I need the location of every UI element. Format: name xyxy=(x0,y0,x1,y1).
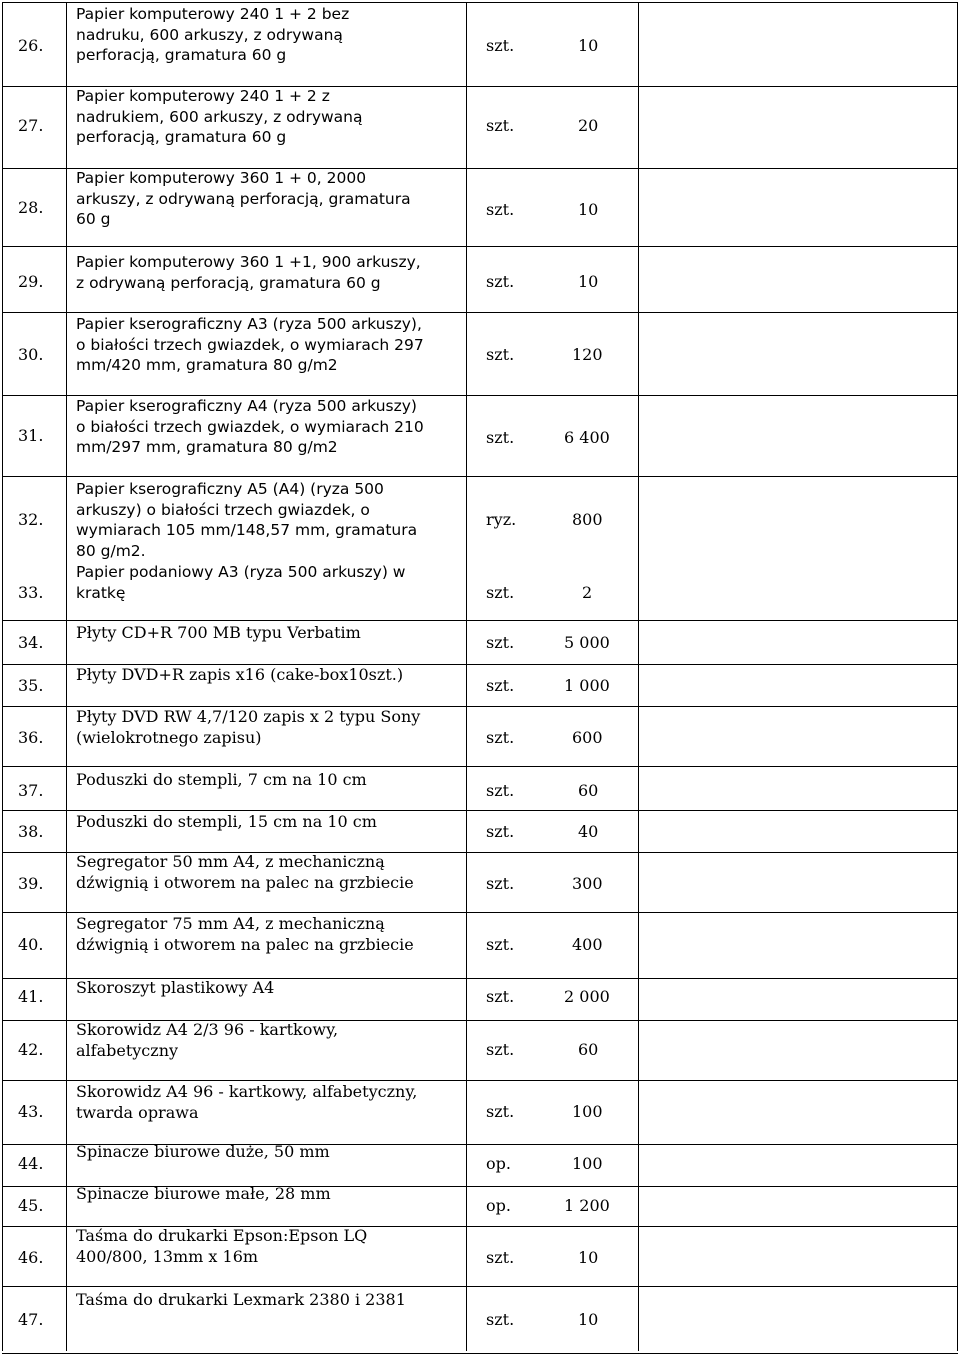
item-quantity: 100 xyxy=(572,1154,603,1173)
item-quantity: 100 xyxy=(572,1102,603,1121)
description-line: Spinacze biurowe małe, 28 mm xyxy=(76,1184,331,1203)
item-description xyxy=(76,1142,476,1163)
description-line: mm/420 mm, gramatura 80 g/m2 xyxy=(76,356,338,374)
item-unit: szt. xyxy=(486,116,515,135)
description-line: 400/800, 13mm x 16m xyxy=(76,1246,259,1266)
item-description xyxy=(76,1184,476,1205)
description-line: Papier kserograficzny A5 (A4) (ryza 500 xyxy=(76,480,384,498)
item-unit: szt. xyxy=(486,272,515,291)
item-unit: szt. xyxy=(486,345,515,364)
item-quantity: 60 xyxy=(578,781,599,800)
description-line: Poduszki do stempli, 7 cm na 10 cm xyxy=(76,770,367,789)
item-number: 41. xyxy=(18,987,44,1006)
item-unit: op. xyxy=(486,1196,511,1215)
description-line: 60 g xyxy=(76,210,111,228)
item-quantity: 300 xyxy=(572,874,603,893)
item-number: 38. xyxy=(18,822,44,841)
item-quantity: 40 xyxy=(578,822,599,841)
item-unit: szt. xyxy=(486,1102,515,1121)
item-number: 42. xyxy=(18,1040,44,1059)
item-quantity: 600 xyxy=(572,728,603,747)
item-unit: op. xyxy=(486,1154,511,1173)
item-number: 33. xyxy=(18,583,44,602)
description-line: Taśma do drukarki Lexmark 2380 i 2381 xyxy=(76,1290,406,1309)
description-line: Płyty DVD RW 4,7/120 zapis x 2 typu Sony xyxy=(76,707,421,726)
item-description xyxy=(76,978,476,999)
column-divider xyxy=(2,2,3,1351)
item-number: 44. xyxy=(18,1154,44,1173)
item-quantity: 20 xyxy=(578,116,599,135)
description-line: Skoroszyt plastikowy A4 xyxy=(76,978,275,997)
description-line: perforacją, gramatura 60 g xyxy=(76,46,287,64)
description-line: Papier komputerowy 360 1 + 0, 2000 xyxy=(76,169,367,187)
row-divider xyxy=(2,1286,958,1287)
description-line: alfabetyczny xyxy=(76,1040,179,1060)
item-quantity: 2 000 xyxy=(564,987,610,1006)
item-unit: szt. xyxy=(486,1248,515,1267)
description-line: arkuszy, z odrywaną perforacją, gramatura xyxy=(76,189,411,208)
item-quantity: 10 xyxy=(578,36,599,55)
item-number: 36. xyxy=(18,728,44,747)
item-description xyxy=(76,665,476,686)
item-description xyxy=(76,479,476,561)
item-number: 29. xyxy=(18,272,44,291)
item-description xyxy=(76,770,476,791)
item-number: 31. xyxy=(18,426,44,445)
column-divider xyxy=(638,2,639,1351)
item-unit: szt. xyxy=(486,935,515,954)
item-unit: szt. xyxy=(486,633,515,652)
item-unit: szt. xyxy=(486,874,515,893)
description-line: arkuszy) o białości trzech gwiazdek, o xyxy=(76,500,370,519)
item-description xyxy=(76,707,476,748)
description-line: kratkę xyxy=(76,583,126,602)
description-line: Segregator 50 mm A4, z mechaniczną xyxy=(76,852,385,871)
item-number: 28. xyxy=(18,198,44,217)
row-divider xyxy=(2,2,958,3)
description-line: Papier komputerowy 360 1 +1, 900 arkuszy, xyxy=(76,253,421,271)
description-line: twarda oprawa xyxy=(76,1102,199,1122)
item-description xyxy=(76,86,476,148)
column-divider xyxy=(957,2,958,1351)
description-line: 80 g/m2. xyxy=(76,541,146,560)
item-description xyxy=(76,1226,476,1267)
item-unit: szt. xyxy=(486,36,515,55)
description-line: nadrukiem, 600 arkuszy, z odrywaną xyxy=(76,107,363,126)
description-line: perforacją, gramatura 60 g xyxy=(76,128,287,146)
item-number: 32. xyxy=(18,510,44,529)
description-line: Papier kserograficzny A4 (ryza 500 arkuszy) xyxy=(76,397,417,415)
row-divider xyxy=(2,246,958,247)
description-line: wymiarach 105 mm/148,57 mm, gramatura xyxy=(76,521,418,539)
item-unit: szt. xyxy=(486,987,515,1006)
item-unit: szt. xyxy=(486,1310,515,1329)
item-description xyxy=(76,1082,476,1123)
description-line: Poduszki do stempli, 15 cm na 10 cm xyxy=(76,812,377,831)
item-number: 47. xyxy=(18,1310,44,1329)
item-quantity: 10 xyxy=(578,1248,599,1267)
description-line: dźwignią i otworem na palec na grzbiecie xyxy=(76,872,414,892)
row-divider xyxy=(2,476,958,477)
description-line: dźwignią i otworem na palec na grzbiecie xyxy=(76,934,414,954)
item-quantity: 800 xyxy=(572,510,603,529)
item-unit: szt. xyxy=(486,1040,515,1059)
item-description xyxy=(76,812,476,833)
description-line: Skorowidz A4 2/3 96 - kartkowy, xyxy=(76,1020,339,1039)
item-description xyxy=(76,852,476,893)
item-description xyxy=(76,562,476,603)
item-number: 43. xyxy=(18,1102,44,1121)
item-quantity: 10 xyxy=(578,272,599,291)
item-unit: szt. xyxy=(486,822,515,841)
row-divider xyxy=(2,912,958,913)
item-quantity: 2 xyxy=(582,583,593,602)
item-unit: szt. xyxy=(486,428,515,447)
description-line: Spinacze biurowe duże, 50 mm xyxy=(76,1142,330,1161)
row-divider xyxy=(2,312,958,313)
item-quantity: 10 xyxy=(578,200,599,219)
description-line: Skorowidz A4 96 - kartkowy, alfabetyczny, xyxy=(76,1082,418,1101)
item-quantity: 1 000 xyxy=(564,676,610,695)
item-number: 27. xyxy=(18,116,44,135)
item-unit: szt. xyxy=(486,676,515,695)
description-line: Segregator 75 mm A4, z mechaniczną xyxy=(76,914,385,933)
item-quantity: 6 400 xyxy=(564,428,610,447)
description-line: o białości trzech gwiazdek, o wymiarach 210 xyxy=(76,417,424,436)
description-line: Papier komputerowy 240 1 + 2 bez xyxy=(76,5,350,23)
description-line: Papier kserograficzny A3 (ryza 500 arkuszy), xyxy=(76,315,422,333)
item-description xyxy=(76,1020,476,1061)
item-quantity: 5 000 xyxy=(564,633,610,652)
item-number: 35. xyxy=(18,676,44,695)
item-number: 26. xyxy=(18,36,44,55)
description-line: Płyty CD+R 700 MB typu Verbatim xyxy=(76,623,361,642)
item-unit: szt. xyxy=(486,583,515,602)
description-line: o białości trzech gwiazdek, o wymiarach 297 xyxy=(76,335,424,354)
item-description xyxy=(76,1290,476,1311)
item-description xyxy=(76,4,476,66)
column-divider xyxy=(66,2,67,1351)
description-line: Papier komputerowy 240 1 + 2 z xyxy=(76,87,330,105)
item-quantity: 10 xyxy=(578,1310,599,1329)
item-description xyxy=(76,623,476,644)
row-divider xyxy=(2,810,958,811)
item-description xyxy=(76,314,476,376)
item-number: 30. xyxy=(18,345,44,364)
item-description xyxy=(76,252,476,293)
row-divider xyxy=(2,766,958,767)
item-unit: ryz. xyxy=(486,510,517,529)
item-unit: szt. xyxy=(486,781,515,800)
description-line: Płyty DVD+R zapis x16 (cake-box10szt.) xyxy=(76,665,404,684)
row-divider xyxy=(2,1080,958,1081)
description-line: Taśma do drukarki Epson:Epson LQ xyxy=(76,1226,368,1245)
description-line: Papier podaniowy A3 (ryza 500 arkuszy) w xyxy=(76,563,406,581)
row-divider xyxy=(2,620,958,621)
item-quantity: 120 xyxy=(572,345,603,364)
item-unit: szt. xyxy=(486,728,515,747)
item-quantity: 1 200 xyxy=(564,1196,610,1215)
item-number: 37. xyxy=(18,781,44,800)
item-quantity: 60 xyxy=(578,1040,599,1059)
description-line: z odrywaną perforacją, gramatura 60 g xyxy=(76,273,381,292)
item-number: 46. xyxy=(18,1248,44,1267)
description-line: (wielokrotnego zapisu) xyxy=(76,727,262,747)
item-description xyxy=(76,914,476,955)
item-number: 45. xyxy=(18,1196,44,1215)
item-number: 40. xyxy=(18,935,44,954)
item-description xyxy=(76,168,476,230)
description-line: nadruku, 600 arkuszy, z odrywaną xyxy=(76,25,343,44)
item-number: 34. xyxy=(18,633,44,652)
item-description xyxy=(76,396,476,458)
description-line: mm/297 mm, gramatura 80 g/m2 xyxy=(76,438,338,456)
item-unit: szt. xyxy=(486,200,515,219)
item-number: 39. xyxy=(18,874,44,893)
item-quantity: 400 xyxy=(572,935,603,954)
